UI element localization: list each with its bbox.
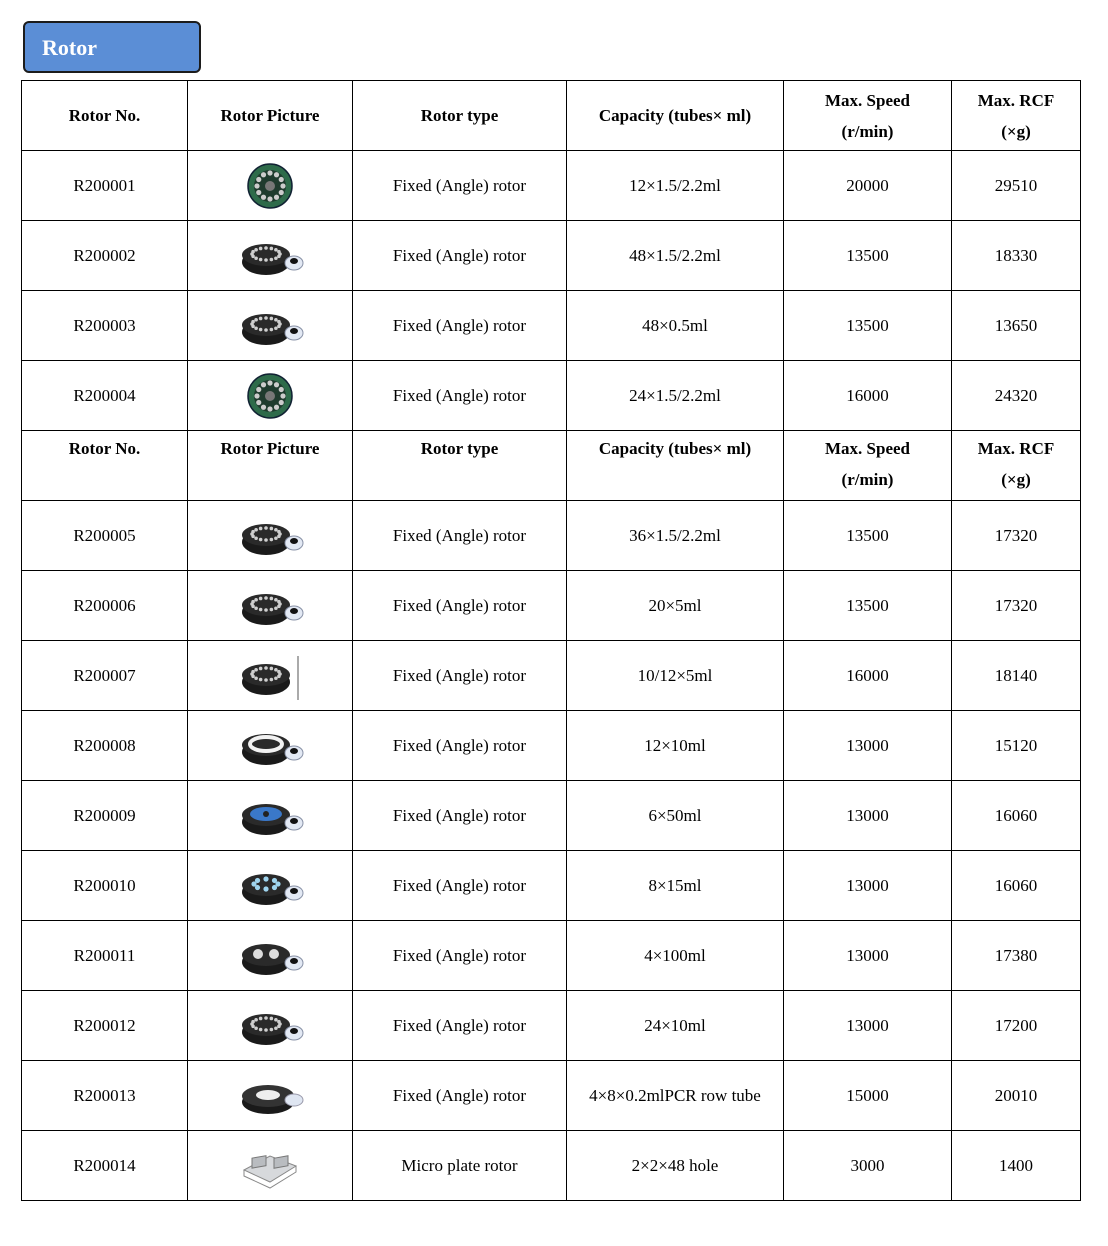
- cell-capacity: 36×1.5/2.2ml: [567, 501, 784, 571]
- cell-rotor-picture: [188, 221, 353, 291]
- table-row: [22, 221, 1081, 291]
- cell-max-speed: 15000: [784, 1061, 952, 1131]
- cell-rotor-type: Fixed (Angle) rotor: [353, 641, 567, 711]
- cell-rotor-type: Fixed (Angle) rotor: [353, 711, 567, 781]
- cell-max-rcf: 1400: [952, 1131, 1081, 1201]
- cell-rotor-type: Fixed (Angle) rotor: [353, 921, 567, 991]
- cell-capacity: 48×1.5/2.2ml: [567, 221, 784, 291]
- cell-max-rcf: 29510: [952, 151, 1081, 221]
- header-rotor-picture: Rotor Picture: [188, 81, 353, 151]
- table-row: [22, 851, 1081, 921]
- cell-max-speed: 13000: [784, 781, 952, 851]
- cell-max-rcf: 13650: [952, 291, 1081, 361]
- rotor-table: [21, 80, 1081, 1201]
- cell-rotor-picture: [188, 361, 353, 431]
- cell-rotor-picture: [188, 781, 353, 851]
- header-max-rcf-line2: (×g): [1001, 121, 1031, 141]
- cell-rotor-type: Fixed (Angle) rotor: [353, 991, 567, 1061]
- table-row: [22, 151, 1081, 221]
- cell-rotor-no: R200008: [22, 711, 188, 781]
- cell-capacity: 48×0.5ml: [567, 291, 784, 361]
- cell-rotor-no: R200004: [22, 361, 188, 431]
- cell-max-rcf: 17320: [952, 501, 1081, 571]
- cell-rotor-no: R200006: [22, 571, 188, 641]
- cell-max-speed: 3000: [784, 1131, 952, 1201]
- header-max-rcf-line2: (×g): [1001, 470, 1031, 489]
- cell-max-speed: 16000: [784, 641, 952, 711]
- black-rotor-with-lid-icon: [230, 300, 310, 352]
- cell-max-speed: 13000: [784, 921, 952, 991]
- cell-capacity: 24×10ml: [567, 991, 784, 1061]
- table-row: [22, 921, 1081, 991]
- header-capacity: Capacity (tubes× ml): [567, 431, 784, 501]
- cell-rotor-type: Fixed (Angle) rotor: [353, 221, 567, 291]
- cell-max-speed: 13000: [784, 991, 952, 1061]
- cell-rotor-no: R200014: [22, 1131, 188, 1201]
- header-max-speed-line2: (r/min): [841, 121, 894, 141]
- header-rotor-type: Rotor type: [353, 431, 567, 501]
- cell-rotor-picture: [188, 851, 353, 921]
- table-row: [22, 571, 1081, 641]
- cell-rotor-type: Fixed (Angle) rotor: [353, 361, 567, 431]
- cell-capacity: 8×15ml: [567, 851, 784, 921]
- cell-rotor-no: R200011: [22, 921, 188, 991]
- cell-rotor-no: R200005: [22, 501, 188, 571]
- pcr-strip-rotor-icon: [230, 1070, 310, 1122]
- cell-capacity: 6×50ml: [567, 781, 784, 851]
- table-row: [22, 641, 1081, 711]
- cell-rotor-picture: [188, 921, 353, 991]
- table-row: [22, 1131, 1081, 1201]
- cell-max-speed: 13000: [784, 711, 952, 781]
- table-header-row: [22, 431, 1081, 501]
- cell-rotor-no: R200012: [22, 991, 188, 1061]
- header-max-speed: [784, 431, 952, 501]
- table-row: [22, 711, 1081, 781]
- cell-rotor-picture: [188, 151, 353, 221]
- cell-capacity: 2×2×48 hole: [567, 1131, 784, 1201]
- cell-rotor-no: R200007: [22, 641, 188, 711]
- cell-rotor-type: Fixed (Angle) rotor: [353, 781, 567, 851]
- cell-capacity: 4×8×0.2mlPCR row tube: [567, 1061, 784, 1131]
- cell-rotor-no: R200003: [22, 291, 188, 361]
- cell-rotor-type: Fixed (Angle) rotor: [353, 501, 567, 571]
- cell-max-speed: 13000: [784, 851, 952, 921]
- cell-max-speed: 13500: [784, 221, 952, 291]
- cell-max-rcf: 18140: [952, 641, 1081, 711]
- cell-rotor-picture: [188, 991, 353, 1061]
- cell-capacity: 4×100ml: [567, 921, 784, 991]
- header-rotor-picture: Rotor Picture: [188, 431, 353, 501]
- cell-max-rcf: 17380: [952, 921, 1081, 991]
- header-max-rcf: [952, 431, 1081, 501]
- table-header-row: [22, 81, 1081, 151]
- green-rotor-top-icon: [230, 370, 310, 422]
- header-rotor-type: Rotor type: [353, 81, 567, 151]
- table-row: [22, 781, 1081, 851]
- header-max-rcf-line1: Max. RCF: [977, 439, 1055, 458]
- cell-rotor-no: R200009: [22, 781, 188, 851]
- cell-capacity: 12×10ml: [567, 711, 784, 781]
- micro-plate-rotor-icon: [230, 1140, 310, 1192]
- cell-max-rcf: 20010: [952, 1061, 1081, 1131]
- black-rotor-blue-wells-icon: [230, 790, 310, 842]
- cell-max-speed: 20000: [784, 151, 952, 221]
- cell-capacity: 24×1.5/2.2ml: [567, 361, 784, 431]
- header-max-speed: [784, 81, 952, 151]
- cell-rotor-picture: [188, 291, 353, 361]
- cell-rotor-type: Fixed (Angle) rotor: [353, 571, 567, 641]
- black-rotor-with-lid-icon: [230, 1000, 310, 1052]
- green-rotor-top-icon: [230, 160, 310, 212]
- black-rotor-with-lid-icon: [230, 230, 310, 282]
- table-row: [22, 501, 1081, 571]
- cell-rotor-no: R200001: [22, 151, 188, 221]
- cell-max-speed: 13500: [784, 571, 952, 641]
- cell-max-rcf: 16060: [952, 781, 1081, 851]
- black-rotor-light-blue-wells-icon: [230, 860, 310, 912]
- header-max-rcf: [952, 81, 1081, 151]
- header-capacity: Capacity (tubes× ml): [567, 81, 784, 151]
- cell-rotor-no: R200013: [22, 1061, 188, 1131]
- cell-max-rcf: 18330: [952, 221, 1081, 291]
- cell-max-rcf: 17200: [952, 991, 1081, 1061]
- cell-rotor-type: Fixed (Angle) rotor: [353, 1061, 567, 1131]
- cell-max-rcf: 17320: [952, 571, 1081, 641]
- header-rotor-no: Rotor No.: [22, 431, 188, 501]
- cell-rotor-type: Fixed (Angle) rotor: [353, 291, 567, 361]
- cell-capacity: 12×1.5/2.2ml: [567, 151, 784, 221]
- cell-rotor-no: R200010: [22, 851, 188, 921]
- cell-rotor-type: Micro plate rotor: [353, 1131, 567, 1201]
- black-rotor-large-wells-icon: [230, 930, 310, 982]
- cell-rotor-picture: [188, 1061, 353, 1131]
- table-row: [22, 991, 1081, 1061]
- table-row: [22, 1061, 1081, 1131]
- cell-max-rcf: 24320: [952, 361, 1081, 431]
- header-max-speed-line1: Max. Speed: [825, 439, 910, 458]
- header-rotor-no: Rotor No.: [22, 81, 188, 151]
- cell-max-speed: 13500: [784, 291, 952, 361]
- black-rotor-icon: [230, 650, 310, 702]
- black-rotor-with-lid-icon: [230, 580, 310, 632]
- cell-rotor-type: Fixed (Angle) rotor: [353, 151, 567, 221]
- cell-rotor-picture: [188, 711, 353, 781]
- cell-capacity: 10/12×5ml: [567, 641, 784, 711]
- header-max-rcf-line1: Max. RCF: [977, 90, 1055, 110]
- section-title: Rotor: [23, 21, 201, 73]
- black-rotor-white-ring-icon: [230, 720, 310, 772]
- cell-rotor-picture: [188, 641, 353, 711]
- cell-rotor-type: Fixed (Angle) rotor: [353, 851, 567, 921]
- cell-max-speed: 13500: [784, 501, 952, 571]
- table-row: [22, 361, 1081, 431]
- cell-capacity: 20×5ml: [567, 571, 784, 641]
- cell-max-rcf: 16060: [952, 851, 1081, 921]
- cell-rotor-picture: [188, 501, 353, 571]
- cell-max-rcf: 15120: [952, 711, 1081, 781]
- cell-rotor-picture: [188, 571, 353, 641]
- cell-rotor-no: R200002: [22, 221, 188, 291]
- black-rotor-with-lid-icon: [230, 510, 310, 562]
- cell-max-speed: 16000: [784, 361, 952, 431]
- header-max-speed-line1: Max. Speed: [825, 90, 910, 110]
- table-row: [22, 291, 1081, 361]
- header-max-speed-line2: (r/min): [841, 470, 894, 489]
- cell-rotor-picture: [188, 1131, 353, 1201]
